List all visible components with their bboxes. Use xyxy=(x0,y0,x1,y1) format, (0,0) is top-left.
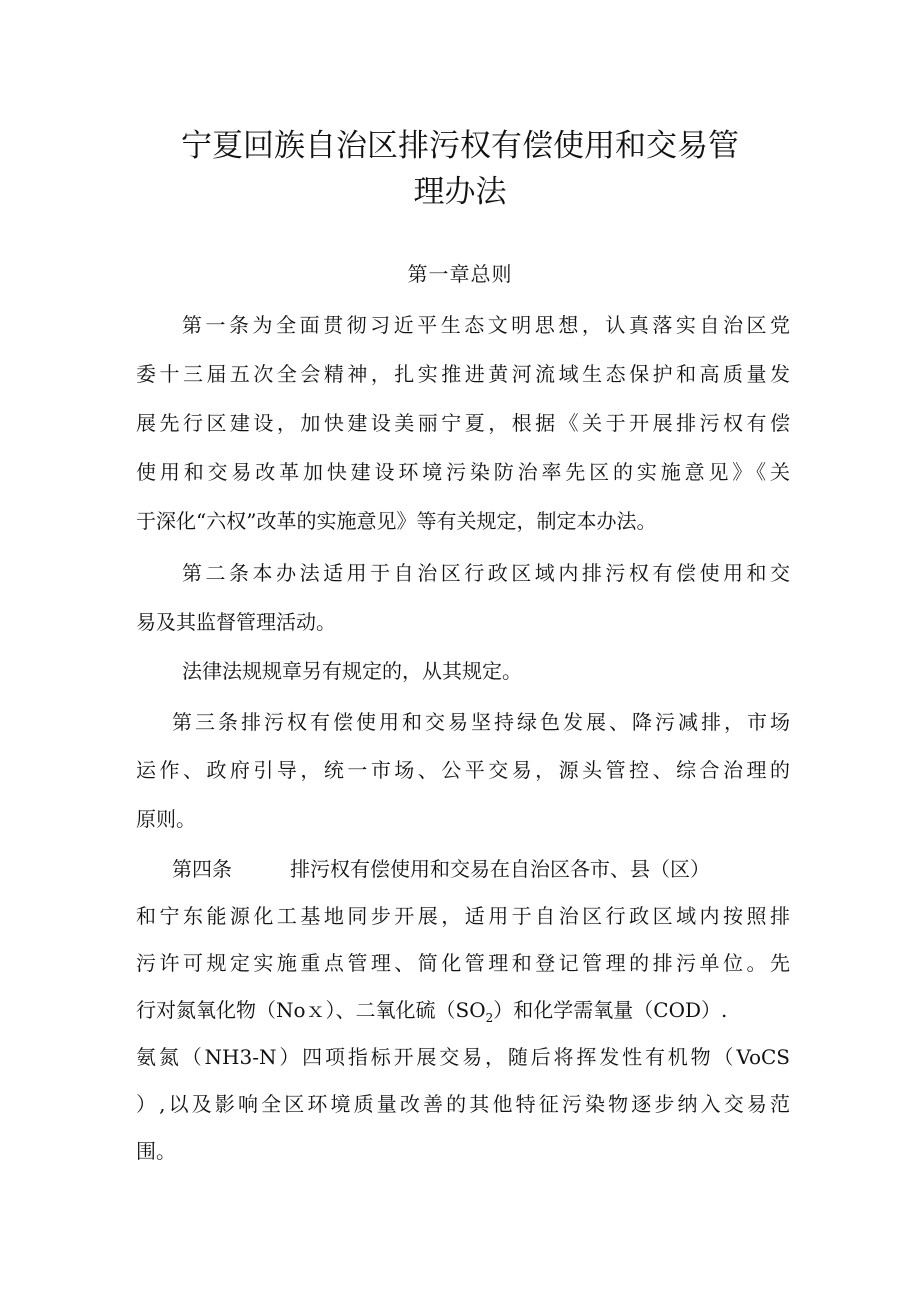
article-4-line-1: 排污权有偿使用和交易在自治区各市、县（区） xyxy=(290,857,710,881)
article-1-line-3: 展先行区建设，加快建设美丽宁夏，根据《关于开展排污权有偿 xyxy=(136,411,790,435)
article-4-line-2: 和宁东能源化工基地同步开展，适用于自治区行政区域内按照排 xyxy=(136,904,790,928)
document-title-line-1: 宁夏回族自治区排污权有偿使用和交易管 xyxy=(181,128,739,164)
article-3-line-3: 原则。 xyxy=(136,807,196,831)
so2-subscript: 2 xyxy=(485,1011,494,1025)
article-4-label: 第四条 xyxy=(172,857,232,881)
article-4-line-4 xyxy=(136,997,790,1023)
article-1-line-1: 第一条为全面贯彻习近平生态文明思想，认真落实自治区党 xyxy=(182,313,790,337)
article-4-line-3: 污许可规定实施重点管理、简化管理和登记管理的排污单位。先 xyxy=(136,951,790,975)
article-4-line-7: 围。 xyxy=(136,1139,176,1163)
article-4-line-4-part-a: 行对氮氧化物（Noｘ）、二氧化硫（SO xyxy=(136,998,486,1022)
article-3-line-1: 第三条排污权有偿使用和交易坚持绿色发展、降污减排，市场 xyxy=(172,710,790,734)
article-1-line-4: 使用和交易改革加快建设环境污染防治率先区的实施意见》《关 xyxy=(136,460,790,484)
article-4-line-6: ）,以及影响全区环境质量改善的其他特征污染物逐步纳入交易范 xyxy=(136,1092,790,1116)
article-4-line-4-part-b: ）和化学需氧量（COD）. xyxy=(493,998,728,1022)
article-2-note: 法律法规规章另有规定的，从其规定。 xyxy=(182,659,522,683)
chapter-heading: 第一章总则 xyxy=(407,262,513,286)
article-1-line-5: 于深化“六权”改革的实施意见》等有关规定，制定本办法。 xyxy=(136,509,657,533)
article-2-line-1: 第二条本办法适用于自治区行政区域内排污权有偿使用和交 xyxy=(182,561,790,585)
article-2-line-2: 易及其监督管理活动。 xyxy=(136,610,336,634)
article-4-line-5: 氨氮（NH3-N）四项指标开展交易，随后将挥发性有机物（VoCS xyxy=(136,1045,790,1069)
article-1-line-2: 委十三届五次全会精神，扎实推进黄河流域生态保护和高质量发 xyxy=(136,362,790,386)
document-title-line-2: 理办法 xyxy=(413,174,507,210)
article-3-line-2: 运作、政府引导，统一市场、公平交易，源头管控、综合治理的 xyxy=(136,758,790,782)
